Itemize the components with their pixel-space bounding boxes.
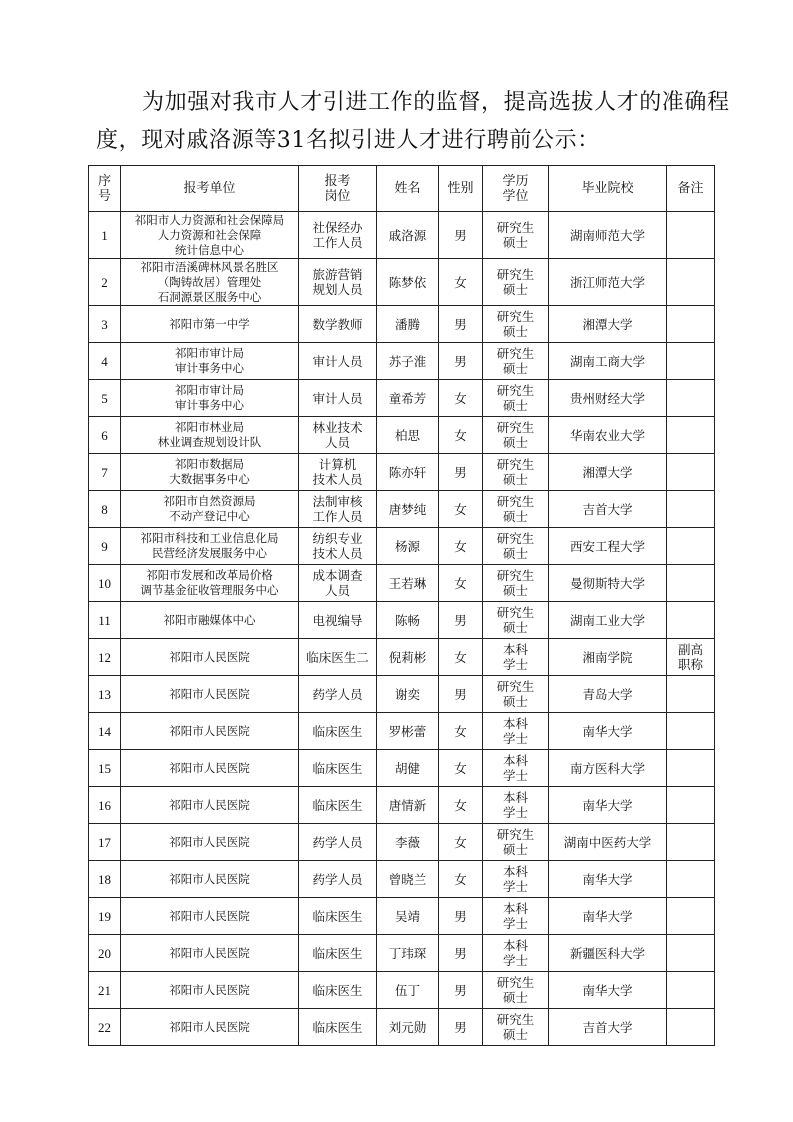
cell-name: 唐情新 xyxy=(377,787,439,824)
cell-degree: 研究生 硕士 xyxy=(483,417,549,454)
cell-gender: 女 xyxy=(439,380,483,417)
table-row xyxy=(89,454,715,491)
cell-name: 胡健 xyxy=(377,750,439,787)
table-row xyxy=(89,491,715,528)
cell-no: 6 xyxy=(89,417,121,454)
cell-post: 成本调查 人员 xyxy=(299,565,377,602)
cell-school: 湖南工商大学 xyxy=(549,343,667,380)
cell-post: 药学人员 xyxy=(299,861,377,898)
cell-no: 15 xyxy=(89,750,121,787)
cell-post: 临床医生 xyxy=(299,750,377,787)
cell-gender: 女 xyxy=(439,565,483,602)
cell-gender: 男 xyxy=(439,306,483,343)
cell-school: 吉首大学 xyxy=(549,1009,667,1046)
cell-unit: 祁阳市审计局 审计事务中心 xyxy=(121,380,299,417)
cell-unit: 祁阳市人民医院 xyxy=(121,824,299,861)
table-row xyxy=(89,787,715,824)
cell-post: 审计人员 xyxy=(299,380,377,417)
table-row xyxy=(89,380,715,417)
cell-unit: 祁阳市浯溪碑林风景名胜区 （陶铸故居）管理处 石洞源景区服务中心 xyxy=(121,259,299,306)
cell-gender: 男 xyxy=(439,676,483,713)
cell-no: 11 xyxy=(89,602,121,639)
cell-no: 20 xyxy=(89,935,121,972)
table-row xyxy=(89,212,715,259)
table-row xyxy=(89,639,715,676)
cell-remark xyxy=(667,713,715,750)
cell-post: 药学人员 xyxy=(299,676,377,713)
intro-paragraph xyxy=(96,84,730,160)
cell-remark xyxy=(667,528,715,565)
cell-unit: 祁阳市人民医院 xyxy=(121,713,299,750)
cell-school: 吉首大学 xyxy=(549,491,667,528)
cell-post: 社保经办 工作人员 xyxy=(299,212,377,259)
cell-post: 电视编导 xyxy=(299,602,377,639)
cell-gender: 女 xyxy=(439,528,483,565)
table-row xyxy=(89,528,715,565)
cell-name: 谢奕 xyxy=(377,676,439,713)
cell-degree: 研究生 硕士 xyxy=(483,454,549,491)
cell-name: 李薇 xyxy=(377,824,439,861)
cell-gender: 女 xyxy=(439,861,483,898)
cell-degree: 研究生 硕士 xyxy=(483,824,549,861)
cell-remark xyxy=(667,935,715,972)
cell-name: 伍丁 xyxy=(377,972,439,1009)
cell-degree: 本科 学士 xyxy=(483,713,549,750)
cell-gender: 女 xyxy=(439,787,483,824)
cell-degree: 研究生 硕士 xyxy=(483,565,549,602)
cell-unit: 祁阳市人民医院 xyxy=(121,639,299,676)
cell-degree: 研究生 硕士 xyxy=(483,972,549,1009)
table-header-row xyxy=(89,166,715,212)
cell-degree: 研究生 硕士 xyxy=(483,343,549,380)
cell-gender: 男 xyxy=(439,343,483,380)
cell-school: 新疆医科大学 xyxy=(549,935,667,972)
cell-school: 湘潭大学 xyxy=(549,454,667,491)
cell-gender: 女 xyxy=(439,417,483,454)
cell-unit: 祁阳市人力资源和社会保障局 人力资源和社会保障 统计信息中心 xyxy=(121,212,299,259)
cell-degree: 研究生 硕士 xyxy=(483,602,549,639)
cell-unit: 祁阳市人民医院 xyxy=(121,972,299,1009)
cell-unit: 祁阳市第一中学 xyxy=(121,306,299,343)
cell-gender: 女 xyxy=(439,713,483,750)
cell-name: 陈畅 xyxy=(377,602,439,639)
cell-unit: 祁阳市林业局 林业调查规划设计队 xyxy=(121,417,299,454)
table-row xyxy=(89,602,715,639)
cell-post: 临床医生 xyxy=(299,898,377,935)
cell-gender: 男 xyxy=(439,972,483,1009)
cell-degree: 本科 学士 xyxy=(483,787,549,824)
table-row xyxy=(89,1009,715,1046)
cell-school: 南华大学 xyxy=(549,898,667,935)
cell-post: 临床医生 xyxy=(299,972,377,1009)
cell-school: 青岛大学 xyxy=(549,676,667,713)
cell-unit: 祁阳市数据局 大数据事务中心 xyxy=(121,454,299,491)
cell-remark xyxy=(667,602,715,639)
cell-no: 8 xyxy=(89,491,121,528)
cell-degree: 研究生 硕士 xyxy=(483,1009,549,1046)
cell-gender: 男 xyxy=(439,898,483,935)
cell-remark: 副高 职称 xyxy=(667,639,715,676)
cell-remark xyxy=(667,1009,715,1046)
cell-remark xyxy=(667,306,715,343)
cell-school: 湖南工业大学 xyxy=(549,602,667,639)
cell-degree: 本科 学士 xyxy=(483,750,549,787)
cell-name: 罗彬蕾 xyxy=(377,713,439,750)
cell-gender: 男 xyxy=(439,935,483,972)
cell-post: 药学人员 xyxy=(299,824,377,861)
table-row xyxy=(89,713,715,750)
cell-remark xyxy=(667,824,715,861)
cell-gender: 女 xyxy=(439,824,483,861)
cell-name: 丁玮琛 xyxy=(377,935,439,972)
cell-post: 林业技术 人员 xyxy=(299,417,377,454)
cell-post: 数学教师 xyxy=(299,306,377,343)
cell-post: 临床医生 xyxy=(299,935,377,972)
cell-degree: 本科 学士 xyxy=(483,935,549,972)
cell-no: 16 xyxy=(89,787,121,824)
cell-degree: 本科 学士 xyxy=(483,639,549,676)
table-row xyxy=(89,417,715,454)
cell-remark xyxy=(667,454,715,491)
table-row xyxy=(89,824,715,861)
cell-gender: 男 xyxy=(439,454,483,491)
cell-post: 审计人员 xyxy=(299,343,377,380)
header-name: 姓名 xyxy=(377,166,439,212)
cell-gender: 女 xyxy=(439,491,483,528)
table-row xyxy=(89,898,715,935)
cell-no: 4 xyxy=(89,343,121,380)
cell-post: 临床医生 xyxy=(299,787,377,824)
cell-unit: 祁阳市科技和工业信息化局 民营经济发展服务中心 xyxy=(121,528,299,565)
table-row xyxy=(89,565,715,602)
cell-no: 10 xyxy=(89,565,121,602)
cell-post: 旅游营销 规划人员 xyxy=(299,259,377,306)
cell-unit: 祁阳市人民医院 xyxy=(121,935,299,972)
cell-remark xyxy=(667,259,715,306)
header-no: 序 号 xyxy=(89,166,121,212)
cell-degree: 研究生 硕士 xyxy=(483,212,549,259)
header-post: 报考 岗位 xyxy=(299,166,377,212)
cell-unit: 祁阳市发展和改革局价格 调节基金征收管理服务中心 xyxy=(121,565,299,602)
intro-line-1: 为加强对我市人才引进工作的监督，提高选拔人才的准确程 xyxy=(142,90,730,115)
cell-degree: 研究生 硕士 xyxy=(483,306,549,343)
table-body xyxy=(89,212,715,1046)
cell-remark xyxy=(667,898,715,935)
cell-school: 湖南中医药大学 xyxy=(549,824,667,861)
cell-no: 19 xyxy=(89,898,121,935)
cell-school: 贵州财经大学 xyxy=(549,380,667,417)
cell-unit: 祁阳市融媒体中心 xyxy=(121,602,299,639)
cell-school: 湖南师范大学 xyxy=(549,212,667,259)
cell-unit: 祁阳市人民医院 xyxy=(121,861,299,898)
cell-name: 陈梦依 xyxy=(377,259,439,306)
cell-no: 12 xyxy=(89,639,121,676)
cell-unit: 祁阳市审计局 审计事务中心 xyxy=(121,343,299,380)
cell-unit: 祁阳市人民医院 xyxy=(121,750,299,787)
cell-degree: 研究生 硕士 xyxy=(483,380,549,417)
cell-no: 5 xyxy=(89,380,121,417)
cell-no: 7 xyxy=(89,454,121,491)
cell-remark xyxy=(667,417,715,454)
cell-unit: 祁阳市自然资源局 不动产登记中心 xyxy=(121,491,299,528)
cell-no: 22 xyxy=(89,1009,121,1046)
cell-remark xyxy=(667,861,715,898)
cell-post: 计算机 技术人员 xyxy=(299,454,377,491)
cell-no: 1 xyxy=(89,212,121,259)
table-row xyxy=(89,935,715,972)
cell-no: 13 xyxy=(89,676,121,713)
header-remark: 备注 xyxy=(667,166,715,212)
cell-gender: 女 xyxy=(439,639,483,676)
cell-school: 湘南学院 xyxy=(549,639,667,676)
cell-no: 21 xyxy=(89,972,121,1009)
cell-degree: 本科 学士 xyxy=(483,898,549,935)
cell-post: 临床医生 xyxy=(299,1009,377,1046)
cell-school: 南华大学 xyxy=(549,861,667,898)
cell-unit: 祁阳市人民医院 xyxy=(121,1009,299,1046)
cell-name: 曾晓兰 xyxy=(377,861,439,898)
cell-remark xyxy=(667,787,715,824)
cell-unit: 祁阳市人民医院 xyxy=(121,676,299,713)
cell-school: 华南农业大学 xyxy=(549,417,667,454)
cell-school: 浙江师范大学 xyxy=(549,259,667,306)
cell-degree: 研究生 硕士 xyxy=(483,259,549,306)
cell-unit: 祁阳市人民医院 xyxy=(121,898,299,935)
cell-name: 吴靖 xyxy=(377,898,439,935)
cell-name: 杨源 xyxy=(377,528,439,565)
cell-post: 临床医生 xyxy=(299,713,377,750)
cell-school: 西安工程大学 xyxy=(549,528,667,565)
cell-post: 法制审核 工作人员 xyxy=(299,491,377,528)
cell-gender: 女 xyxy=(439,259,483,306)
cell-name: 苏子淮 xyxy=(377,343,439,380)
cell-remark xyxy=(667,676,715,713)
table-row xyxy=(89,750,715,787)
cell-school: 南方医科大学 xyxy=(549,750,667,787)
cell-post: 临床医生二 xyxy=(299,639,377,676)
cell-school: 南华大学 xyxy=(549,972,667,1009)
cell-school: 南华大学 xyxy=(549,713,667,750)
cell-name: 戚洛源 xyxy=(377,212,439,259)
cell-name: 柏思 xyxy=(377,417,439,454)
cell-school: 南华大学 xyxy=(549,787,667,824)
candidate-table xyxy=(88,165,715,1046)
cell-school: 曼彻斯特大学 xyxy=(549,565,667,602)
cell-gender: 男 xyxy=(439,212,483,259)
table-row xyxy=(89,972,715,1009)
cell-name: 陈亦轩 xyxy=(377,454,439,491)
cell-no: 18 xyxy=(89,861,121,898)
table-row xyxy=(89,861,715,898)
table-row xyxy=(89,343,715,380)
cell-remark xyxy=(667,343,715,380)
cell-remark xyxy=(667,750,715,787)
cell-gender: 男 xyxy=(439,1009,483,1046)
cell-remark xyxy=(667,212,715,259)
intro-line-2: 度，现对戚洛源等31名拟引进人才进行聘前公示： xyxy=(96,128,600,153)
cell-name: 唐梦纯 xyxy=(377,491,439,528)
cell-school: 湘潭大学 xyxy=(549,306,667,343)
table-row xyxy=(89,306,715,343)
table-row xyxy=(89,676,715,713)
cell-no: 3 xyxy=(89,306,121,343)
cell-unit: 祁阳市人民医院 xyxy=(121,787,299,824)
cell-no: 17 xyxy=(89,824,121,861)
cell-degree: 研究生 硕士 xyxy=(483,528,549,565)
cell-name: 童希芳 xyxy=(377,380,439,417)
cell-degree: 研究生 硕士 xyxy=(483,676,549,713)
header-school: 毕业院校 xyxy=(549,166,667,212)
cell-name: 刘元勋 xyxy=(377,1009,439,1046)
table-row xyxy=(89,259,715,306)
cell-gender: 女 xyxy=(439,750,483,787)
cell-degree: 本科 学士 xyxy=(483,861,549,898)
cell-no: 14 xyxy=(89,713,121,750)
header-gender: 性别 xyxy=(439,166,483,212)
cell-degree: 研究生 硕士 xyxy=(483,491,549,528)
cell-name: 潘腾 xyxy=(377,306,439,343)
cell-no: 9 xyxy=(89,528,121,565)
header-unit: 报考单位 xyxy=(121,166,299,212)
cell-gender: 男 xyxy=(439,602,483,639)
cell-remark xyxy=(667,491,715,528)
cell-name: 倪莉彬 xyxy=(377,639,439,676)
cell-no: 2 xyxy=(89,259,121,306)
header-degree: 学历 学位 xyxy=(483,166,549,212)
cell-name: 王若琳 xyxy=(377,565,439,602)
cell-remark xyxy=(667,972,715,1009)
cell-remark xyxy=(667,565,715,602)
cell-remark xyxy=(667,380,715,417)
cell-post: 纺织专业 技术人员 xyxy=(299,528,377,565)
